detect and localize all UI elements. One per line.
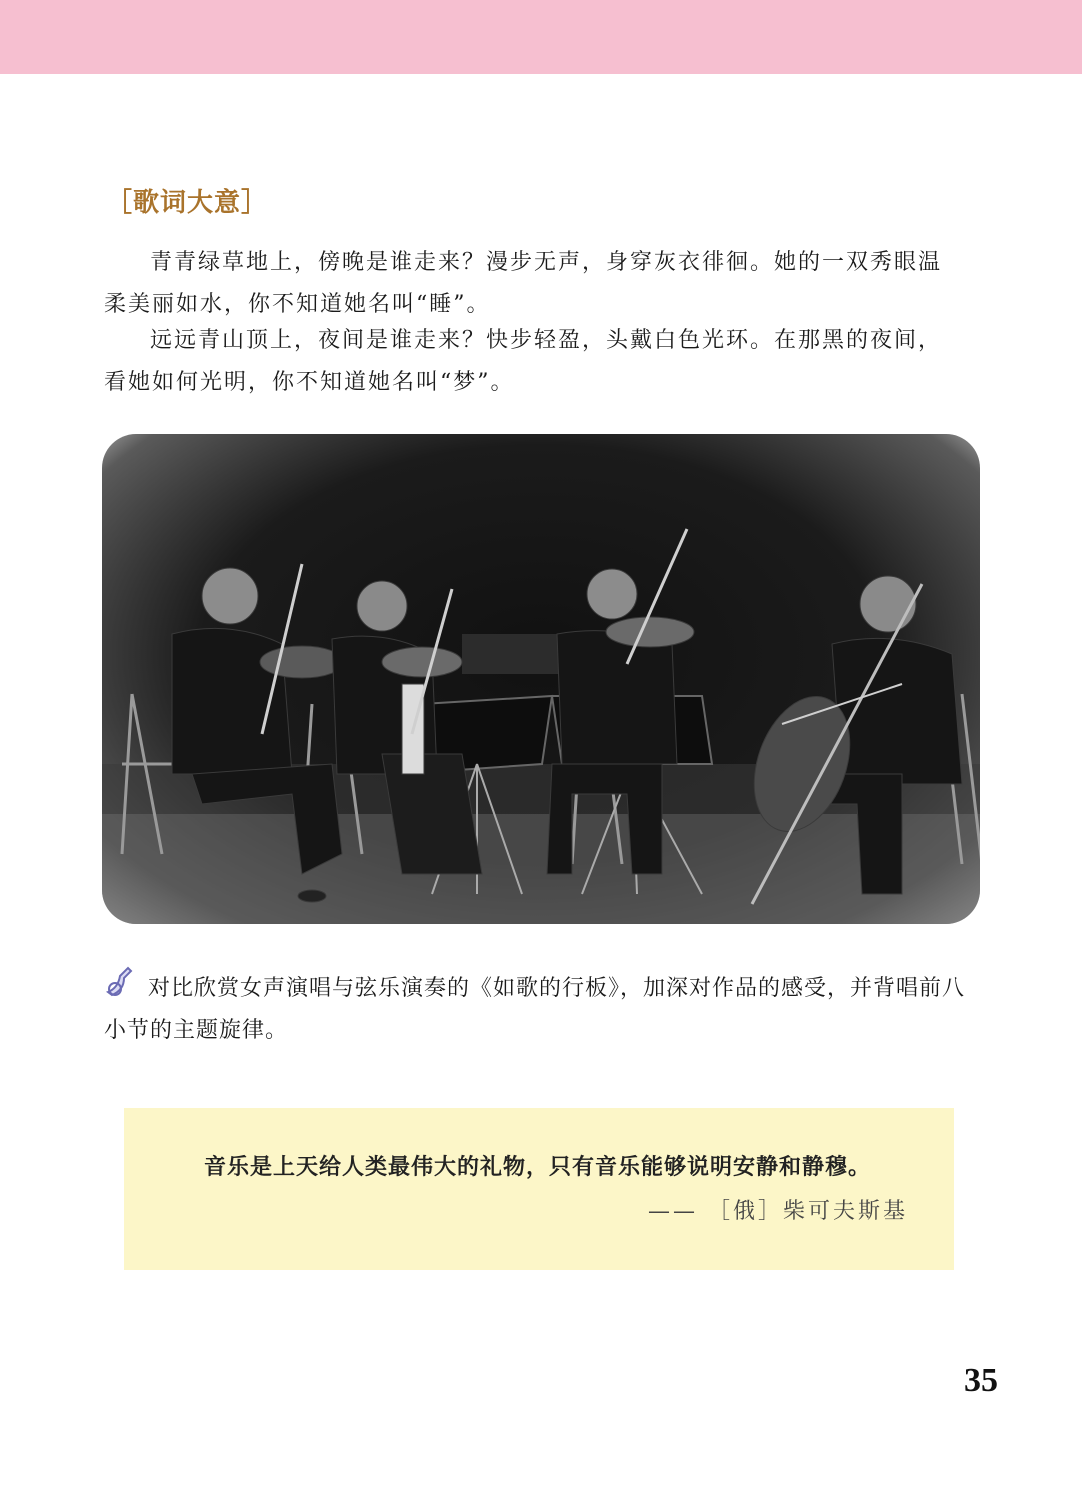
lyrics-paragraph-1: 青青绿草地上，傍晚是谁走来？漫步无声，身穿灰衣徘徊。她的一双秀眼温柔美丽如水，你不知道她名叫“睡”。 bbox=[104, 250, 943, 317]
activity-instruction: 对比欣赏女声演唱与弦乐演奏的《如歌的行板》，加深对作品的感受，并背唱前八小节的主题旋律。 bbox=[104, 976, 966, 1043]
quote-author: —— ［俄］柴可夫斯基 bbox=[648, 1199, 908, 1224]
string-quartet-photo bbox=[102, 434, 980, 924]
lyrics-paragraph-2: 远远青山顶上，夜间是谁走来？快步轻盈，头戴白色光环。在那黑的夜间，看她如何光明，你不知道她名叫“梦”。 bbox=[104, 328, 943, 395]
quote-box bbox=[124, 1108, 954, 1270]
quartet-illustration bbox=[102, 434, 980, 924]
top-color-band bbox=[0, 0, 1082, 74]
page-number: 35 bbox=[964, 1362, 998, 1399]
section-heading: ［歌词大意］ bbox=[106, 188, 269, 218]
quote-text: 音乐是上天给人类最伟大的礼物，只有音乐能够说明安静和静穆。 bbox=[204, 1155, 872, 1180]
